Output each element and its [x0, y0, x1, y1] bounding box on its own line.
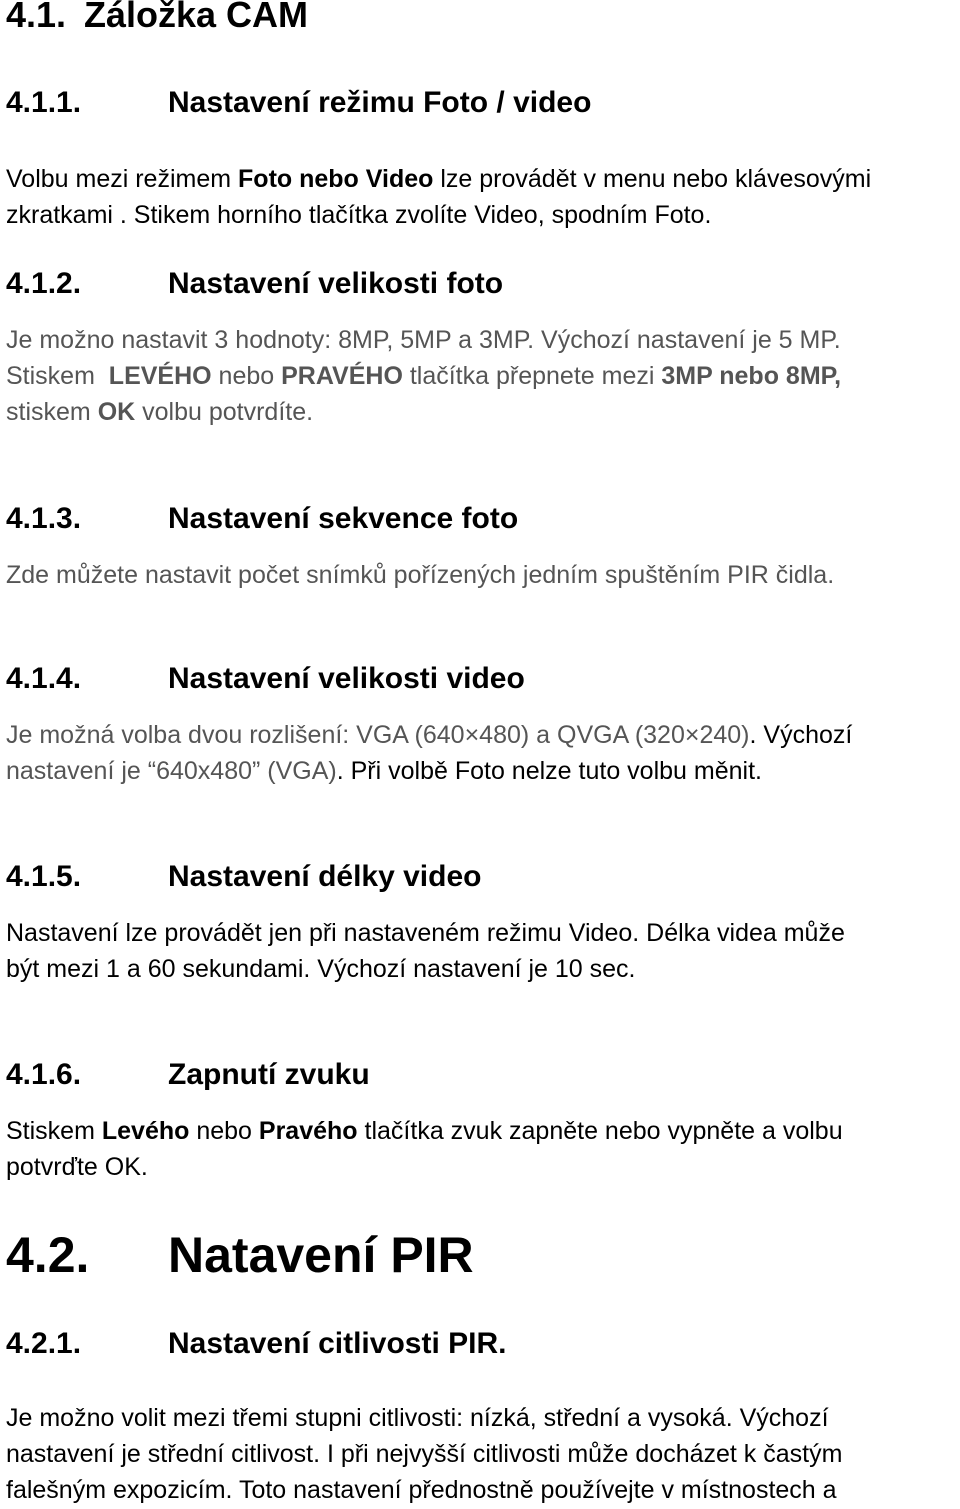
section-heading-4-1-4	[6, 662, 906, 700]
text-line: potvrďte OK.	[6, 1153, 148, 1181]
text-line: být mezi 1 a 60 sekundami. Výchozí nastavení je 10 sec.	[6, 955, 636, 983]
text-run: tlačítka přepnete mezi	[402, 362, 662, 390]
text-run: tlačítka zvuk zapněte nebo vypněte a volbu	[357, 1117, 843, 1145]
section-heading-4-1	[6, 0, 906, 38]
section-number: 4.1.1.	[6, 86, 82, 119]
section-number: 4.1.6.	[6, 1058, 82, 1091]
bold-text: LEVÉHO	[108, 362, 212, 390]
text-run: . Výchozí	[749, 721, 853, 749]
text-run: nebo	[189, 1117, 259, 1145]
paragraph-4-1-2	[6, 322, 841, 430]
section-title: Nastavení délky video	[168, 860, 482, 893]
section-title: Zapnutí zvuku	[168, 1058, 370, 1091]
section-title: Nastavení citlivosti PIR.	[168, 1327, 507, 1360]
text-run: volbu potvrdíte.	[135, 398, 314, 426]
section-title: Nastavení velikosti foto	[168, 267, 504, 300]
paragraph-4-1-5	[6, 915, 845, 987]
text-line	[6, 1113, 843, 1149]
text-run: nastavení je “640x480” (VGA)	[6, 757, 337, 785]
text-run: nebo	[211, 362, 282, 390]
bold-text: Levého	[101, 1117, 190, 1145]
text-run: Stiskem	[6, 1117, 102, 1145]
text-line	[6, 394, 841, 430]
bold-text: Pravého	[258, 1117, 358, 1145]
text-line: falešným expozicím. Toto nastavení přednostně používejte v místnostech a	[6, 1476, 837, 1504]
section-title: Záložka CAM	[84, 0, 309, 35]
bold-text: Foto nebo Video	[238, 165, 434, 193]
text-run: stiskem	[6, 398, 98, 426]
section-title: Nastavení režimu Foto / video	[168, 86, 592, 119]
section-number: 4.1.	[6, 0, 67, 35]
text-line: Zde můžete nastavit počet snímků pořízených jedním spuštěním PIR čidla.	[6, 561, 835, 589]
section-number: 4.2.1.	[6, 1327, 82, 1360]
section-number: 4.1.4.	[6, 662, 82, 695]
paragraph-4-1-1	[6, 161, 871, 233]
bold-text: OK	[97, 398, 136, 426]
text-line: zkratkami . Stikem horního tlačítka zvolíte Video, spodním Foto.	[6, 201, 712, 229]
paragraph-4-1-3	[6, 557, 834, 593]
section-title: Natavení PIR	[168, 1227, 474, 1283]
section-title: Nastavení velikosti video	[168, 662, 525, 695]
section-number: 4.1.5.	[6, 860, 82, 893]
section-heading-4-1-6	[6, 1058, 906, 1096]
text-line: Je možno volit mezi třemi stupni citlivosti: nízká, střední a vysoká. Výchozí	[6, 1404, 829, 1432]
paragraph-4-2-1	[6, 1400, 842, 1508]
section-heading-4-2	[6, 1226, 906, 1286]
bold-text: 3MP nebo 8MP,	[661, 362, 842, 390]
bold-text: PRAVÉHO	[281, 362, 403, 390]
paragraph-4-1-6	[6, 1113, 843, 1185]
text-line: Nastavení lze provádět jen při nastaveném režimu Video. Délka videa může	[6, 919, 845, 947]
text-run: Je možná volba dvou rozlišení: VGA (640×480) a QVGA (320×240)	[6, 721, 750, 749]
section-number: 4.2.	[6, 1227, 90, 1283]
text-line	[6, 358, 841, 394]
text-line	[6, 161, 871, 197]
section-heading-4-1-2	[6, 267, 906, 305]
section-number: 4.1.2.	[6, 267, 82, 300]
text-line	[6, 717, 852, 753]
text-run: Volbu mezi režimem	[6, 165, 239, 193]
paragraph-4-1-4	[6, 717, 852, 789]
text-line	[6, 753, 852, 789]
text-run: Stiskem	[6, 362, 109, 390]
section-heading-4-1-1	[6, 86, 906, 124]
text-line: Je možno nastavit 3 hodnoty: 8MP, 5MP a 3MP. Výchozí nastavení je 5 MP.	[6, 326, 841, 354]
text-run: . Při volbě Foto nelze tuto volbu měnit.	[336, 757, 762, 785]
section-heading-4-1-3	[6, 502, 906, 540]
section-heading-4-2-1	[6, 1327, 906, 1365]
section-number: 4.1.3.	[6, 502, 82, 535]
text-line: nastavení je střední citlivost. I při nejvyšší citlivosti může docházet k častým	[6, 1440, 843, 1468]
section-heading-4-1-5	[6, 860, 906, 898]
text-run: lze provádět v menu nebo klávesovými	[433, 165, 872, 193]
section-title: Nastavení sekvence foto	[168, 502, 519, 535]
